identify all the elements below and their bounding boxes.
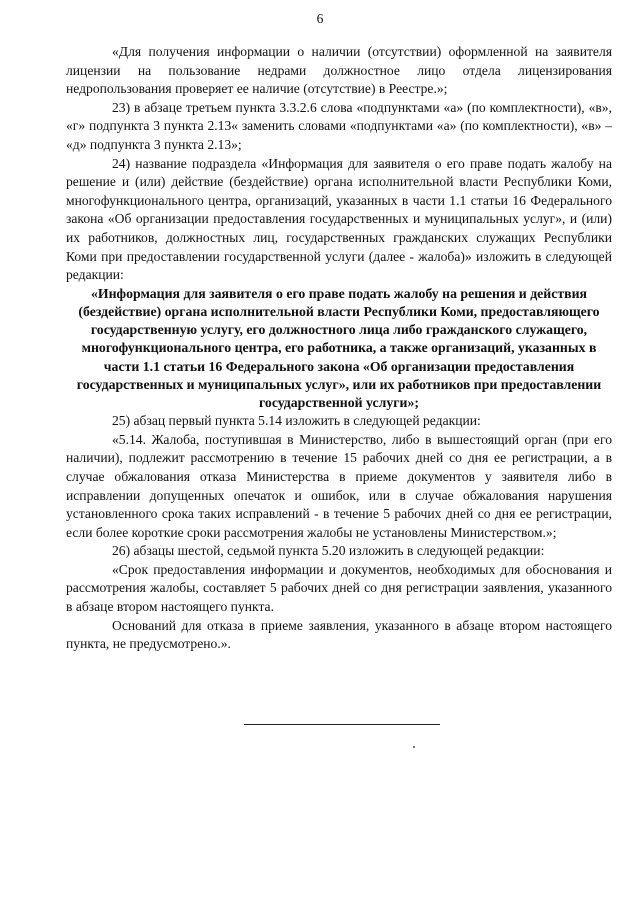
paragraph-5-14: «5.14. Жалоба, поступившая в Министерство, либо в вышестоящий орган (при его наличии), подлежит рассмотрению в течение 15 рабочих дней со дня ее регистрации, а в случае обжалования отказа Министерства в приеме документов у заявителя либо в исправлении допущенных опечаток и ошибок, или в случае обжалования нарушения установленного срока таких исправлений - в течение 5 рабочих дней со дня ее регистрации, если более короткие сроки рассмотрения жалобы не установлены Министерством.»; [66,431,612,540]
paragraph-license-info: «Для получения информации о наличии (отсутствии) оформленной на заявителя лицензии на пользование недрами должностное лицо отдела лицензирования недропользования проверяет ее наличие (отсутствие) в Реестре.»; [66,44,612,97]
paragraph-no-refusal: Оснований для отказа в приеме заявления, указанного в абзаце втором настоящего пункта, не предусмотрено.». [66,617,612,652]
subsection-heading: «Информация для заявителя о его праве подать жалобу на решения и действия (бездействие) органа исполнительной власти Республики Коми, предоставляющего государственную услугу, его должностного лица либо гражданского служащего, многофункционального центра, его работника, а также организаций, указанных в части 1.1 статьи 16 Федерального закона «Об организации предоставления государственных и муниципальных услуг», или их работников при предоставлении государственной услуги»; [76,285,602,410]
paragraph-item-26: 26) абзацы шестой, седьмой пункта 5.20 изложить в следующей редакции: [112,543,545,559]
paragraph-item-24: 24) название подраздела «Информация для заявителя о его праве подать жалобу на решение и (или) действие (бездействие) органа исполнительной власти Республики Коми, многофункционального центра, организаций, указанных в части 1.1 статьи 16 Федерального закона «Об организации предоставления государственных и муниципальных услуг», и (или) их работников, должностных лиц, государственных гражданских служащих Республики Коми при предоставлении государственной услуги (далее - жалоба)» изложить в следующей редакции: [66,155,612,283]
paragraph-item-25: 25) абзац первый пункта 5.14 изложить в следующей редакции: [112,413,481,429]
document-body [66,43,612,654]
closing-divider [244,724,440,725]
paragraph-item-23: 23) в абзаце третьем пункта 3.3.2.6 слова «подпунктами «а» (по комплектности), «в», «г» подпункта 3 пункта 2.13« заменить словами «подпунктами «а» (по комплектности), «в» – «д» подпункта 3 пункта 2.13»; [66,99,612,152]
scan-speck [413,746,415,748]
paragraph-deadline: «Срок предоставления информации и документов, необходимых для обоснования и рассмотрения жалобы, составляет 5 рабочих дней со дня регистрации заявления, указанного в абзаце втором настоящего пункта. [66,561,612,615]
page-number: 6 [316,11,324,26]
